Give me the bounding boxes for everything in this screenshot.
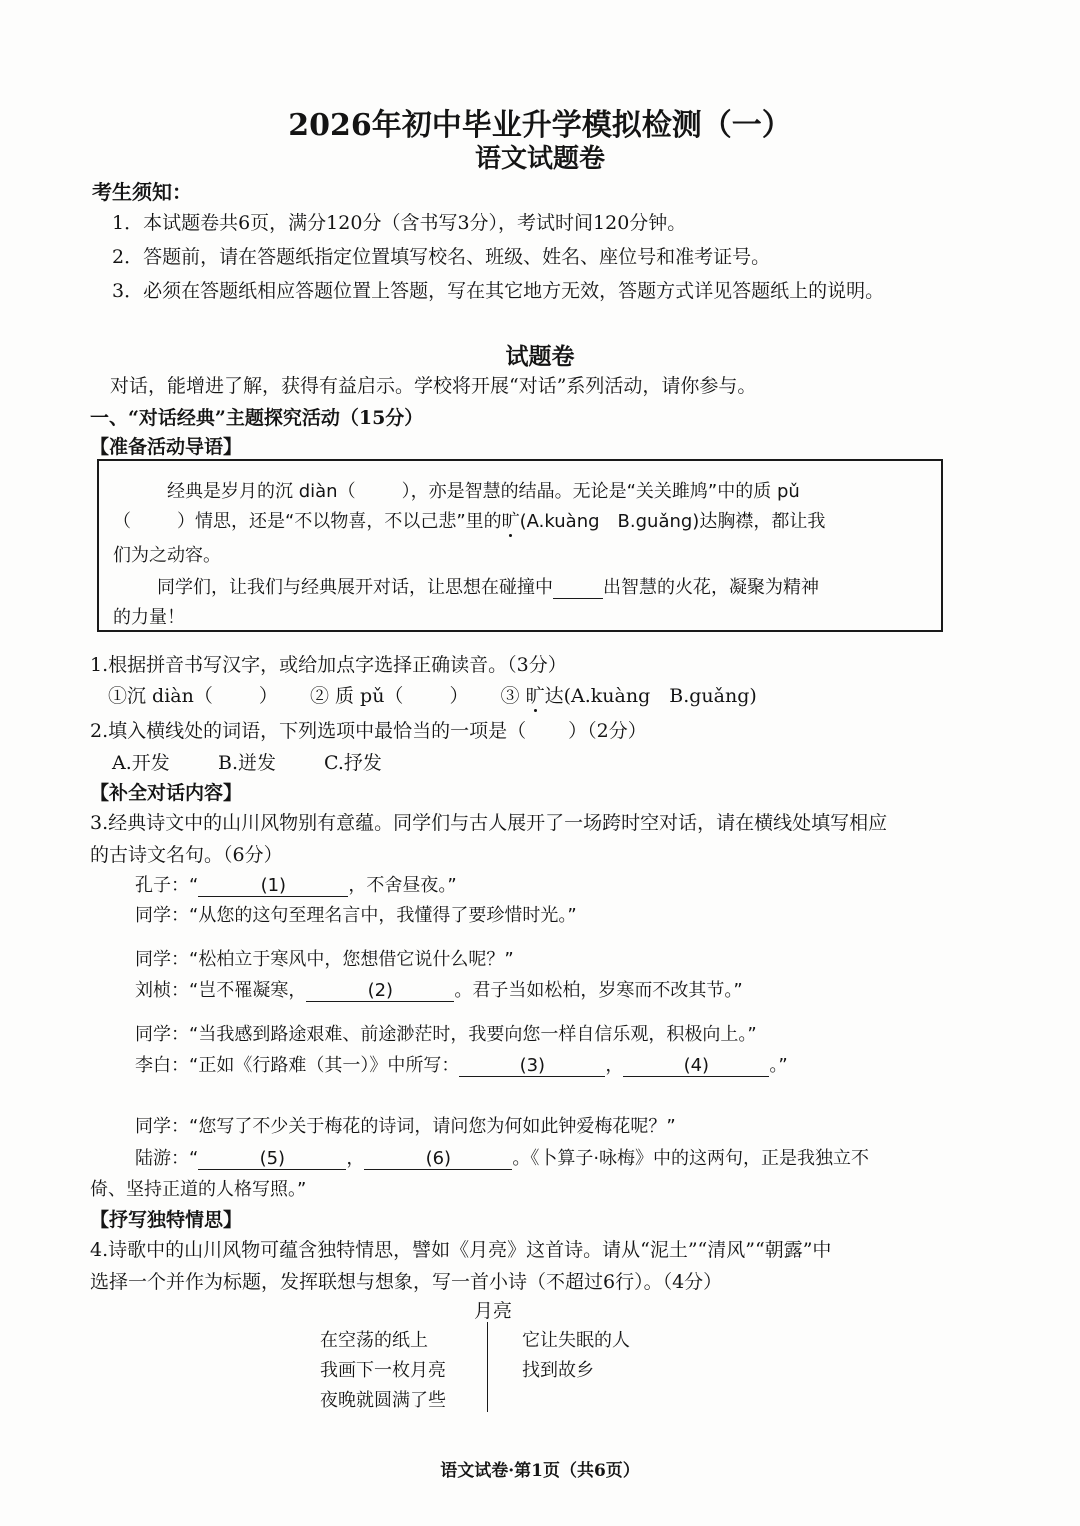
speaker-li-bai: 李白：	[135, 1055, 189, 1076]
q1-option-3-b: 达(A.kuàng B.guǎng)	[544, 685, 757, 707]
exam-title: 2026年初中毕业升学模拟检测（一）	[288, 108, 792, 143]
part-2-heading: 【补全对话内容】	[90, 782, 243, 804]
dialogue-4-a: “岂不罹凝寒，	[189, 980, 307, 1001]
q2-stem-a: 2.填入横线处的词语，下列选项中最恰当的一项是（	[90, 720, 527, 742]
q1-options	[108, 681, 757, 708]
answer-blank-2[interactable]: (2)	[306, 981, 454, 1002]
part-1-heading: 【准备活动导语】	[90, 436, 243, 458]
dialogue-5-text: “当我感到路途艰难、前途渺茫时，我要向您一样自信乐观，积极向上。”	[189, 1024, 757, 1045]
paper-intro: 对话，能增进了解，获得有益启示。学校将开展“对话”系列活动，请你参与。	[110, 375, 757, 397]
answer-blank-5[interactable]: (5)	[198, 1149, 346, 1170]
notice-item-3: 3．必须在答题纸相应答题位置上答题，写在其它地方无效，答题方式详见答题纸上的说明。	[112, 280, 885, 302]
q1-option-3-a: ③	[500, 685, 526, 707]
q1-option-1-b: ）	[258, 685, 278, 707]
passage-line-2	[113, 507, 825, 533]
dialogue-8-continued: 倚、坚持正道的人格写照。”	[90, 1179, 307, 1200]
exam-subtitle: 语文试题卷	[474, 144, 605, 174]
answer-blank-6[interactable]: (6)	[364, 1149, 512, 1170]
poem-title: 月亮	[474, 1300, 513, 1322]
paper-heading: 试题卷	[505, 343, 575, 370]
blank-line	[553, 578, 603, 599]
dotted-char: 旷	[501, 511, 520, 532]
speaker-student: 同学：	[135, 1024, 189, 1045]
speaker-lu-you: 陆游：	[135, 1148, 189, 1169]
part-3-heading: 【抒写独特情思】	[90, 1209, 243, 1231]
q2-option-c: C.抒发	[324, 752, 382, 774]
speaker-confucius: 孔子：	[135, 875, 189, 896]
q2-option-b: B.迸发	[218, 752, 277, 774]
passage-l4-b: 出智慧的火花，凝聚为精神	[603, 577, 819, 598]
passage-l4-a: 同学们，让我们与经典展开对话，让思想在碰撞中	[157, 577, 553, 598]
speaker-liu-zhen: 刘桢：	[135, 980, 189, 1001]
notice-item-1: 1．本试题卷共6页，满分120分（含书写3分），考试时间120分钟。	[112, 212, 687, 234]
dialogue-3-text: “松柏立于寒风中，您想借它说什么呢？”	[189, 949, 514, 970]
poem-divider	[487, 1322, 488, 1412]
passage-line-3: 们为之动容。	[113, 545, 221, 566]
section-1-heading: 一、“对话经典”主题探究活动（15分）	[90, 407, 424, 429]
dotted-char: 旷	[525, 685, 545, 707]
poem-left-line-3: 夜晚就圆满了些	[320, 1390, 446, 1411]
passage-l1-a: 经典是岁月的沉 diàn（	[167, 481, 356, 502]
dialogue-7	[135, 1112, 676, 1138]
dialogue-6-end: 。”	[769, 1055, 788, 1076]
passage-line-1	[167, 477, 800, 503]
speaker-student: 同学：	[135, 1116, 189, 1137]
quote-open: “	[189, 875, 199, 896]
dialogue-6	[135, 1051, 788, 1077]
passage-l2-a: （	[113, 511, 131, 532]
dialogue-5	[135, 1020, 757, 1046]
dialogue-4-b: 。君子当如松柏，岁寒而不改其节。”	[454, 980, 743, 1001]
q2-stem	[90, 716, 647, 743]
passage-line-4	[157, 573, 819, 599]
passage-l1-b: ），亦是智慧的结晶。无论是“关关雎鸠”中的质 pǔ	[401, 481, 800, 502]
answer-blank-3[interactable]: (3)	[459, 1056, 605, 1077]
poem-left-line-1: 在空荡的纸上	[320, 1330, 428, 1351]
passage-box	[97, 459, 943, 632]
dialogue-4	[135, 976, 743, 1002]
q1-stem: 1.根据拼音书写汉字，或给加点字选择正确读音。（3分）	[90, 654, 567, 676]
dialogue-2-text: “从您的这句至理名言中，我懂得了要珍惜时光。”	[189, 905, 577, 926]
dialogue-8	[135, 1144, 869, 1170]
q1-option-2-a: ② 质 pǔ（	[309, 685, 404, 707]
q1-option-2-b: ）	[449, 685, 469, 707]
q1-option-1-a: ①沉 diàn（	[108, 685, 213, 707]
q4-stem-line-1: 4.诗歌中的山川风物可蕴含独特情思，譬如《月亮》这首诗。请从“泥土”“清风”“朝露”中	[90, 1239, 832, 1261]
poem-left-line-2: 我画下一枚月亮	[320, 1360, 446, 1381]
passage-l2-b: ）情思，还是“不以物喜，不以己悲”里的	[177, 511, 502, 532]
poem-right-line-2: 找到故乡	[522, 1360, 594, 1381]
q2-stem-b: ）（2分）	[568, 720, 647, 742]
notice-heading: 考生须知：	[92, 180, 192, 204]
speaker-student: 同学：	[135, 949, 189, 970]
dialogue-6-a: “正如《行路难（其一）》中所写：	[189, 1055, 460, 1076]
comma: ，	[605, 1055, 624, 1076]
poem-right-line-1: 它让失眠的人	[522, 1330, 630, 1351]
dialogue-2	[135, 901, 577, 927]
q3-stem-line-1: 3.经典诗文中的山川风物别有意蕴。同学们与古人展开了一场跨时空对话，请在横线处填写相应	[90, 812, 888, 834]
dialogue-8-rest: 。《卜算子·咏梅》中的这两句，正是我独立不	[512, 1148, 870, 1169]
comma: ，	[346, 1148, 365, 1169]
q2-option-a: A.开发	[112, 752, 170, 774]
quote-open: “	[189, 1148, 199, 1169]
q3-stem-line-2: 的古诗文名句。（6分）	[90, 844, 283, 866]
answer-blank-4[interactable]: (4)	[623, 1056, 769, 1077]
notice-item-2: 2．答题前，请在答题纸指定位置填写校名、班级、姓名、座位号和准考证号。	[112, 246, 771, 268]
q4-stem-line-2: 选择一个并作为标题，发挥联想与想象，写一首小诗（不超过6行）。（4分）	[90, 1271, 723, 1293]
dialogue-1	[135, 871, 457, 897]
page-footer: 语文试卷·第1页（共6页）	[440, 1461, 640, 1481]
dialogue-1-rest: ，不舍昼夜。”	[348, 875, 457, 896]
passage-l2-c: (A.kuàng B.guǎng)达胸襟，都让我	[519, 511, 826, 532]
speaker-student: 同学：	[135, 905, 189, 926]
dialogue-3	[135, 945, 514, 971]
answer-blank-1[interactable]: (1)	[198, 876, 348, 897]
passage-line-5: 的力量！	[113, 607, 185, 628]
dialogue-7-text: “您写了不少关于梅花的诗词，请问您为何如此钟爱梅花呢？”	[189, 1116, 676, 1137]
